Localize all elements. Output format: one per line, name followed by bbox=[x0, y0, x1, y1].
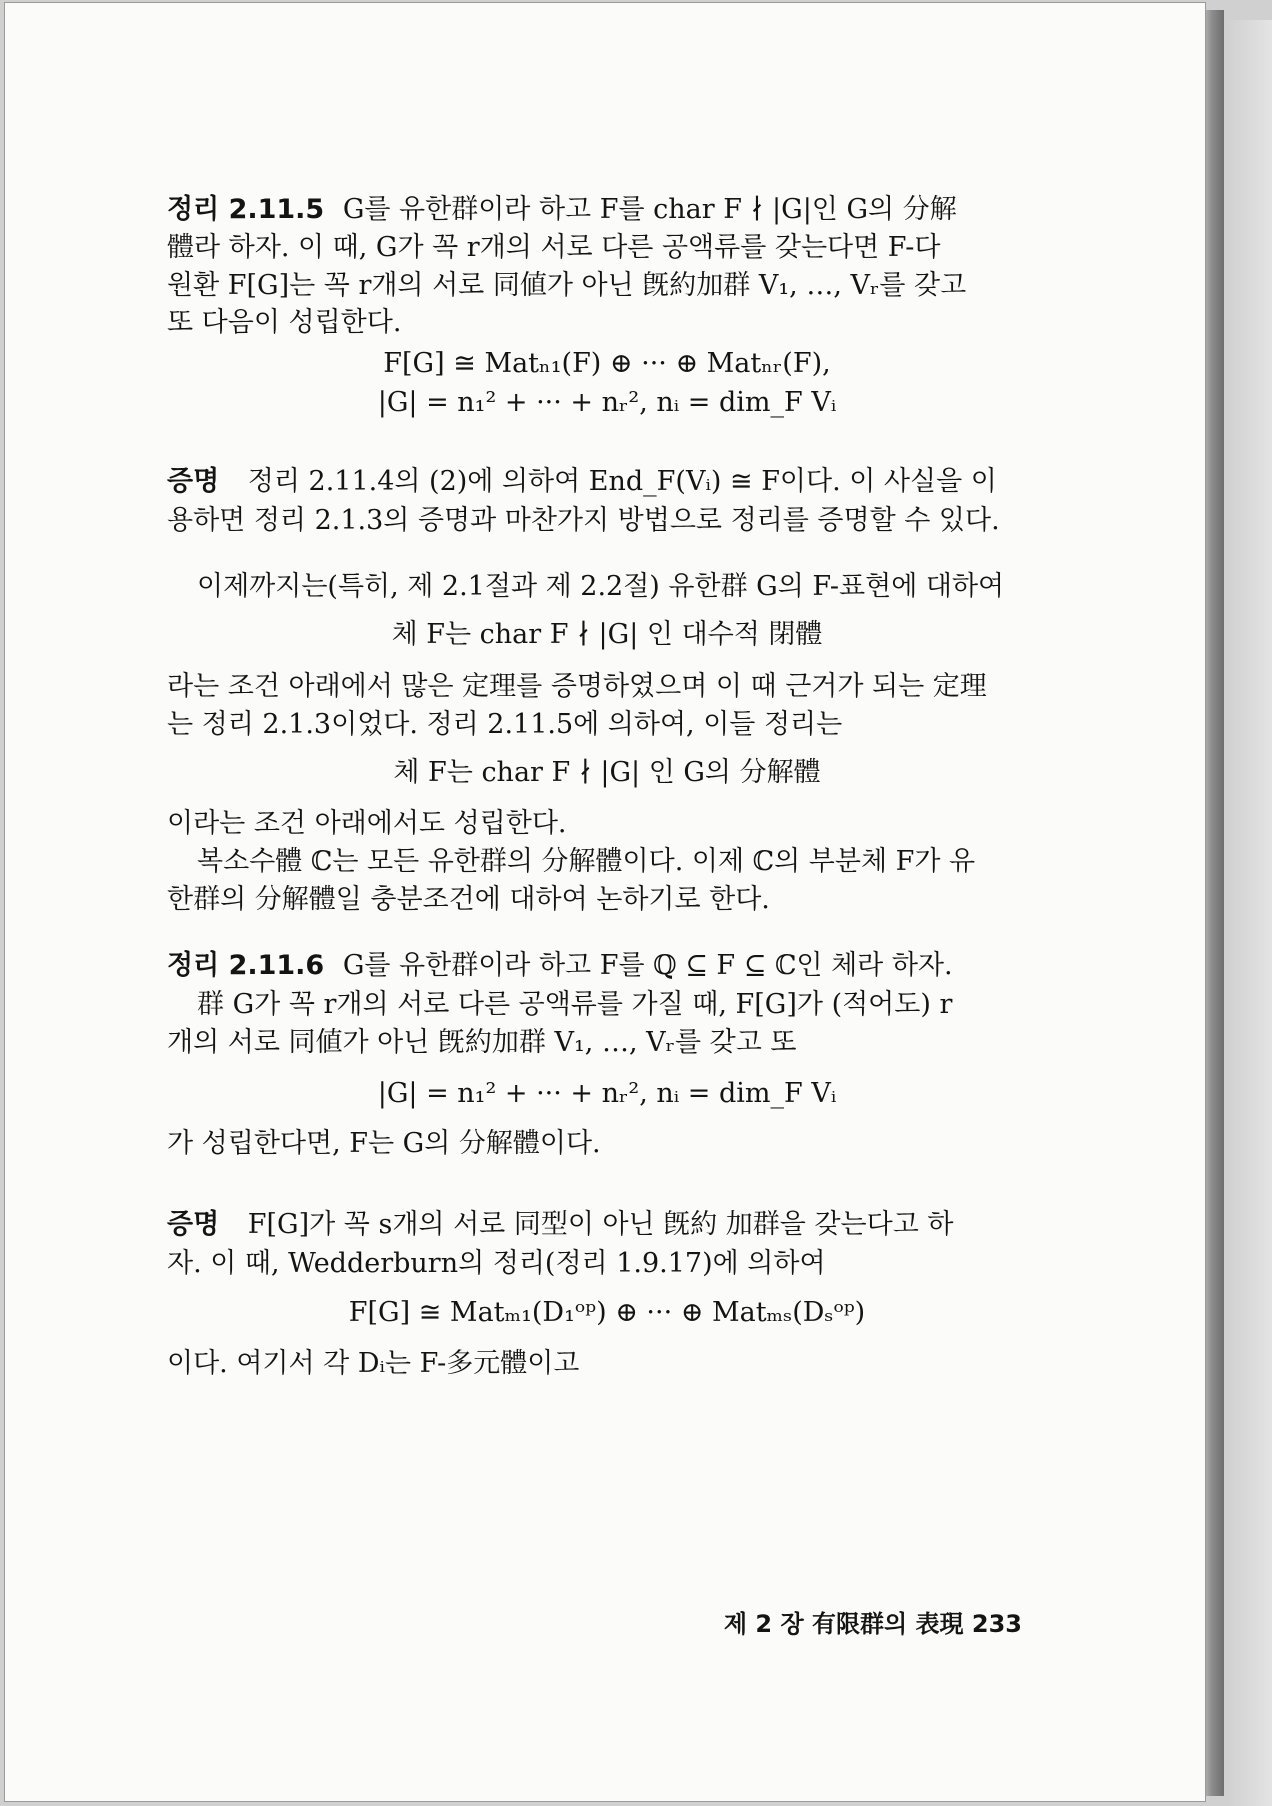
discussion-line4: 이라는 조건 아래에서도 성립한다. bbox=[167, 808, 567, 839]
proof-text: 정리 2.11.4의 (2)에 의하여 End_F(Vᵢ) ≅ F이다. 이 사실을 이 bbox=[247, 466, 997, 497]
discussion-condition-2: 체 F는 char F ∤ |G| 인 G의 分解體 bbox=[393, 757, 821, 788]
theorem-2-11-5-line3: 원환 F[G]는 꼭 r개의 서로 同値가 아닌 旣約加群 V₁, …, Vᵣ를 갖고 bbox=[167, 270, 967, 301]
page-footer: 제 2 장 有限群의 表現 233 bbox=[723, 1610, 1022, 1638]
theorem-2-11-5-line1 bbox=[167, 190, 1047, 230]
discussion-condition-1: 체 F는 char F ∤ |G| 인 대수적 閉體 bbox=[391, 619, 823, 650]
theorem-heading: 정리 2.11.5 bbox=[167, 194, 325, 225]
discussion-line6: 한群의 分解體일 충분조건에 대하여 논하기로 한다. bbox=[167, 884, 770, 915]
discussion-line1: 이제까지는(특히, 제 2.1절과 제 2.2절) 유한群 G의 F-표현에 대하여 bbox=[197, 571, 1005, 602]
theorem-text: G를 유한群이라 하고 F를 ℚ ⊆ F ⊆ ℂ인 체라 하자. bbox=[342, 950, 953, 981]
theorem-text: G를 유한群이라 하고 F를 char F ∤ |G|인 G의 分解 bbox=[342, 194, 957, 225]
discussion-line2: 라는 조건 아래에서 많은 定理를 증명하였으며 이 때 근거가 되는 定理 bbox=[167, 671, 987, 702]
theorem-2-11-6-line4: 가 성립한다면, F는 G의 分解體이다. bbox=[167, 1128, 601, 1159]
theorem-2-11-5-line4: 또 다음이 성립한다. bbox=[167, 307, 402, 338]
theorem-2-11-6-line2: 群 G가 꼭 r개의 서로 다른 공액류를 가질 때, F[G]가 (적어도) r bbox=[197, 989, 953, 1020]
page-spine bbox=[1204, 10, 1224, 1796]
theorem-2-11-6-line3: 개의 서로 同値가 아닌 旣約加群 V₁, …, Vᵣ를 갖고 또 bbox=[167, 1027, 797, 1058]
proof-heading: 증명 bbox=[167, 1209, 220, 1240]
discussion-line5: 복소수體 ℂ는 모든 유한群의 分解體이다. 이제 ℂ의 부분체 F가 유 bbox=[197, 846, 976, 877]
theorem-2-11-6-line1 bbox=[167, 946, 1047, 986]
proof-1-line2: 용하면 정리 2.1.3의 증명과 마찬가지 방법으로 정리를 증명할 수 있다. bbox=[167, 505, 1000, 536]
proof-2-line1 bbox=[167, 1205, 1047, 1245]
proof-2-line3: 이다. 여기서 각 Dᵢ는 F-多元體이고 bbox=[167, 1348, 580, 1379]
proof-heading: 증명 bbox=[167, 466, 220, 497]
theorem-2-11-5-equation-2: |G| = n₁² + ··· + nᵣ², nᵢ = dim_F Vᵢ bbox=[377, 387, 837, 418]
theorem-heading: 정리 2.11.6 bbox=[167, 950, 325, 981]
page-shadow bbox=[1224, 20, 1272, 1806]
proof-2-equation: F[G] ≅ Matₘ₁(D₁ᵒᵖ) ⊕ ··· ⊕ Matₘₛ(Dₛᵒᵖ) bbox=[348, 1297, 866, 1328]
theorem-2-11-5-equation-1: F[G] ≅ Matₙ₁(F) ⊕ ··· ⊕ Matₙᵣ(F), bbox=[383, 348, 831, 379]
proof-1-line1 bbox=[167, 462, 1047, 502]
theorem-2-11-6-equation: |G| = n₁² + ··· + nᵣ², nᵢ = dim_F Vᵢ bbox=[377, 1078, 837, 1109]
discussion-line3: 는 정리 2.1.3이었다. 정리 2.11.5에 의하여, 이들 정리는 bbox=[167, 709, 843, 740]
theorem-2-11-5-line2: 體라 하자. 이 때, G가 꼭 r개의 서로 다른 공액류를 갖는다면 F-다 bbox=[167, 232, 941, 263]
proof-text: F[G]가 꼭 s개의 서로 同型이 아닌 旣約 加群을 갖는다고 하 bbox=[247, 1209, 954, 1240]
proof-2-line2: 자. 이 때, Wedderburn의 정리(정리 1.9.17)에 의하여 bbox=[167, 1248, 826, 1279]
